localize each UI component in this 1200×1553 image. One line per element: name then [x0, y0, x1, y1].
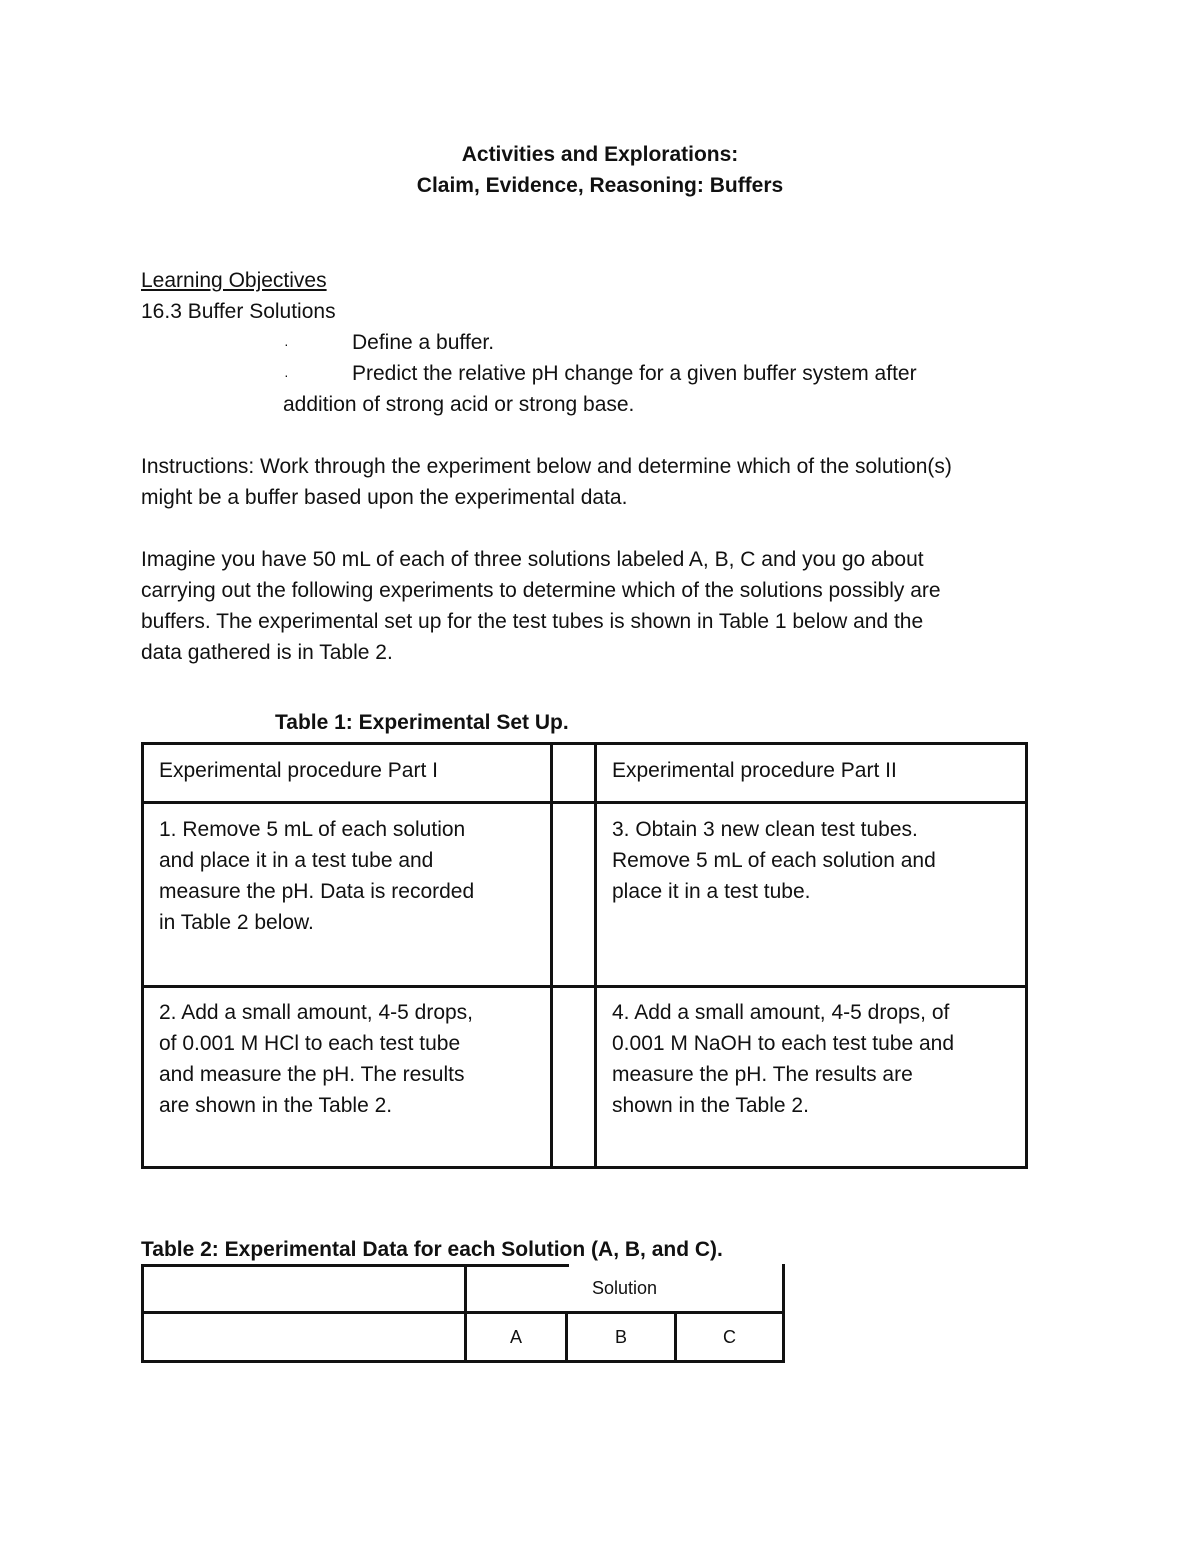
instructions-text: Instructions: Work through the experiment below and determine which of the solution(s): [141, 455, 952, 478]
cell-line: measure the pH. The results are: [612, 1063, 913, 1086]
cell-line: 1. Remove 5 mL of each solution: [159, 818, 466, 841]
table-border: [141, 742, 1028, 745]
cell-line: 0.001 M NaOH to each test tube and: [612, 1032, 955, 1055]
table2-col-b: B: [614, 1327, 627, 1347]
cell-line: Remove 5 mL of each solution and: [612, 849, 936, 872]
cell-line: in Table 2 below.: [159, 911, 314, 934]
cell-line: 2. Add a small amount, 4-5 drops,: [159, 1001, 474, 1024]
page-subtitle: Claim, Evidence, Reasoning: Buffers: [416, 174, 784, 197]
table-border: [1025, 742, 1028, 1169]
table-border: [141, 1360, 785, 1363]
table2-col-c: C: [723, 1327, 736, 1347]
table-border: [141, 742, 144, 1169]
objective-item: Predict the relative pH change for a given buffer system after: [352, 362, 917, 385]
scenario-text: Imagine you have 50 mL of each of three solutions labeled A, B, C and you go about: [141, 548, 924, 571]
instructions-text: might be a buffer based upon the experimental data.: [141, 486, 628, 509]
table-border: [550, 742, 553, 1169]
table-border: [141, 1264, 569, 1267]
cell-line: are shown in the Table 2.: [159, 1094, 393, 1117]
objective-item: Define a buffer.: [352, 331, 495, 354]
table2-caption: Table 2: Experimental Data for each Solution (A, B, and C).: [141, 1238, 723, 1261]
scenario-text: carrying out the following experiments to determine which of the solutions possibly are: [141, 579, 941, 602]
table1-header-part2: Experimental procedure Part II: [612, 759, 897, 782]
cell-line: shown in the Table 2.: [612, 1094, 809, 1117]
table-border: [782, 1264, 785, 1363]
table-border: [141, 1166, 1028, 1169]
table2-solution-header: Solution: [591, 1278, 658, 1298]
page-title: Activities and Explorations:: [461, 143, 739, 166]
objectives-section: 16.3 Buffer Solutions: [141, 300, 336, 323]
table-border: [141, 801, 1028, 804]
scenario-text: data gathered is in Table 2.: [141, 641, 393, 664]
table-border: [594, 742, 597, 1169]
cell-line: 3. Obtain 3 new clean test tubes.: [612, 818, 918, 841]
bullet-marker: ·: [284, 367, 289, 383]
cell-line: 4. Add a small amount, 4-5 drops, of: [612, 1001, 950, 1024]
table1-header-part1: Experimental procedure Part I: [159, 759, 438, 782]
scenario-text: buffers. The experimental set up for the test tubes is shown in Table 1 below and the: [141, 610, 924, 633]
table2-col-a: A: [509, 1327, 522, 1347]
cell-line: and measure the pH. The results: [159, 1063, 465, 1086]
objective-item-continued: addition of strong acid or strong base.: [283, 393, 635, 416]
bullet-marker: ·: [284, 336, 289, 352]
cell-line: place it in a test tube.: [612, 880, 811, 903]
objectives-heading: Learning Objectives: [141, 269, 327, 292]
cell-line: measure the pH. Data is recorded: [159, 880, 475, 903]
cell-line: and place it in a test tube and: [159, 849, 434, 872]
table-border: [141, 1311, 785, 1314]
table-border: [141, 985, 1028, 988]
table1-caption: Table 1: Experimental Set Up.: [275, 711, 569, 734]
table-border: [141, 1264, 144, 1363]
cell-line: of 0.001 M HCl to each test tube: [159, 1032, 461, 1055]
